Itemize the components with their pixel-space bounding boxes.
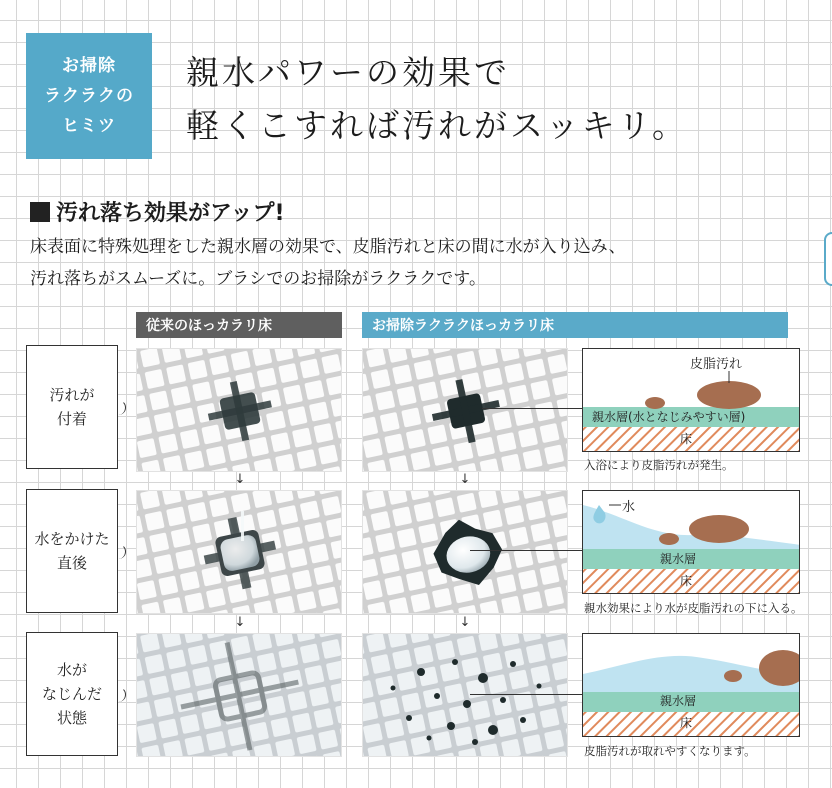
pointer-line — [470, 694, 582, 695]
tile-photo-new-water — [362, 490, 568, 614]
arrow-down-icon: ↓ — [234, 472, 246, 487]
arrow-down-icon: ↓ — [459, 615, 471, 630]
row-1-label-line-1: 汚れが — [49, 386, 95, 404]
diagram-caption-2: 親水効果により水が皮脂汚れの下に入る。 — [584, 601, 803, 615]
arrow-down-icon: ↓ — [234, 615, 246, 630]
description-line-2: 汚れ落ちがスムーズに。ブラシでのお掃除がラクラクです。 — [30, 269, 486, 289]
row-label-stain-attached — [26, 345, 118, 469]
row-3-label-line-2: なじんだ — [41, 685, 102, 703]
pointer-line — [482, 408, 582, 409]
diagram-caption-3: 皮脂汚れが取れやすくなります。 — [584, 744, 756, 758]
black-square-icon — [30, 202, 50, 222]
badge-line-1: お掃除 — [62, 56, 116, 76]
row-2-label-line-1: 水をかけた — [34, 530, 110, 548]
pointer-line — [470, 550, 582, 551]
topic-badge — [26, 33, 152, 159]
tile-photo-old-settled — [136, 633, 342, 757]
column-header-conventional: 従来のほっカラリ床 — [136, 312, 342, 338]
badge-line-2: ラクラクの — [44, 86, 134, 106]
edge-tab — [824, 232, 832, 286]
section-description — [30, 231, 626, 295]
hydrophilic-layer-label: 親水層(水となじみやすい層) — [592, 410, 746, 424]
section-title — [30, 196, 285, 227]
row-2-label-line-2: 直後 — [56, 554, 87, 572]
sebum-stain-label: 皮脂汚れ — [690, 357, 743, 372]
row-label-just-watered — [26, 489, 118, 613]
row-1-label-line-2: 付着 — [56, 410, 87, 428]
description-line-1: 床表面に特殊処理をした親水層の効果で、皮脂汚れと床の間に水が入り込み、 — [30, 237, 626, 257]
diagram-caption-1: 入浴により皮脂汚れが発生。 — [584, 458, 734, 472]
tile-photo-new-stain — [362, 348, 568, 472]
page-headline — [186, 46, 688, 152]
floor-label: 床 — [680, 574, 693, 588]
hydrophilic-layer-label: 親水層 — [660, 694, 697, 708]
headline-line-1: 親水パワーの効果で — [186, 53, 510, 92]
section-title-text: 汚れ落ち効果がアップ! — [56, 201, 285, 226]
arrow-down-icon: ↓ — [459, 472, 471, 487]
row-3-label-line-1: 水が — [56, 661, 87, 679]
row-3-label-line-3: 状態 — [56, 709, 87, 727]
hydrophilic-layer-label: 親水層 — [660, 552, 697, 566]
tile-photo-new-settled — [362, 633, 568, 757]
floor-label: 床 — [680, 432, 693, 446]
water-label: 水 — [622, 500, 636, 515]
row-label-water-settled — [26, 632, 118, 756]
badge-line-3: ヒミツ — [62, 116, 116, 136]
tile-photo-old-stain — [136, 348, 342, 472]
floor-label: 床 — [680, 716, 693, 730]
headline-line-2: 軽くこすれば汚れがスッキリ。 — [186, 106, 689, 145]
column-header-easy-clean: お掃除ラクラクほっカラリ床 — [362, 312, 788, 338]
tile-photo-old-water — [136, 490, 342, 614]
